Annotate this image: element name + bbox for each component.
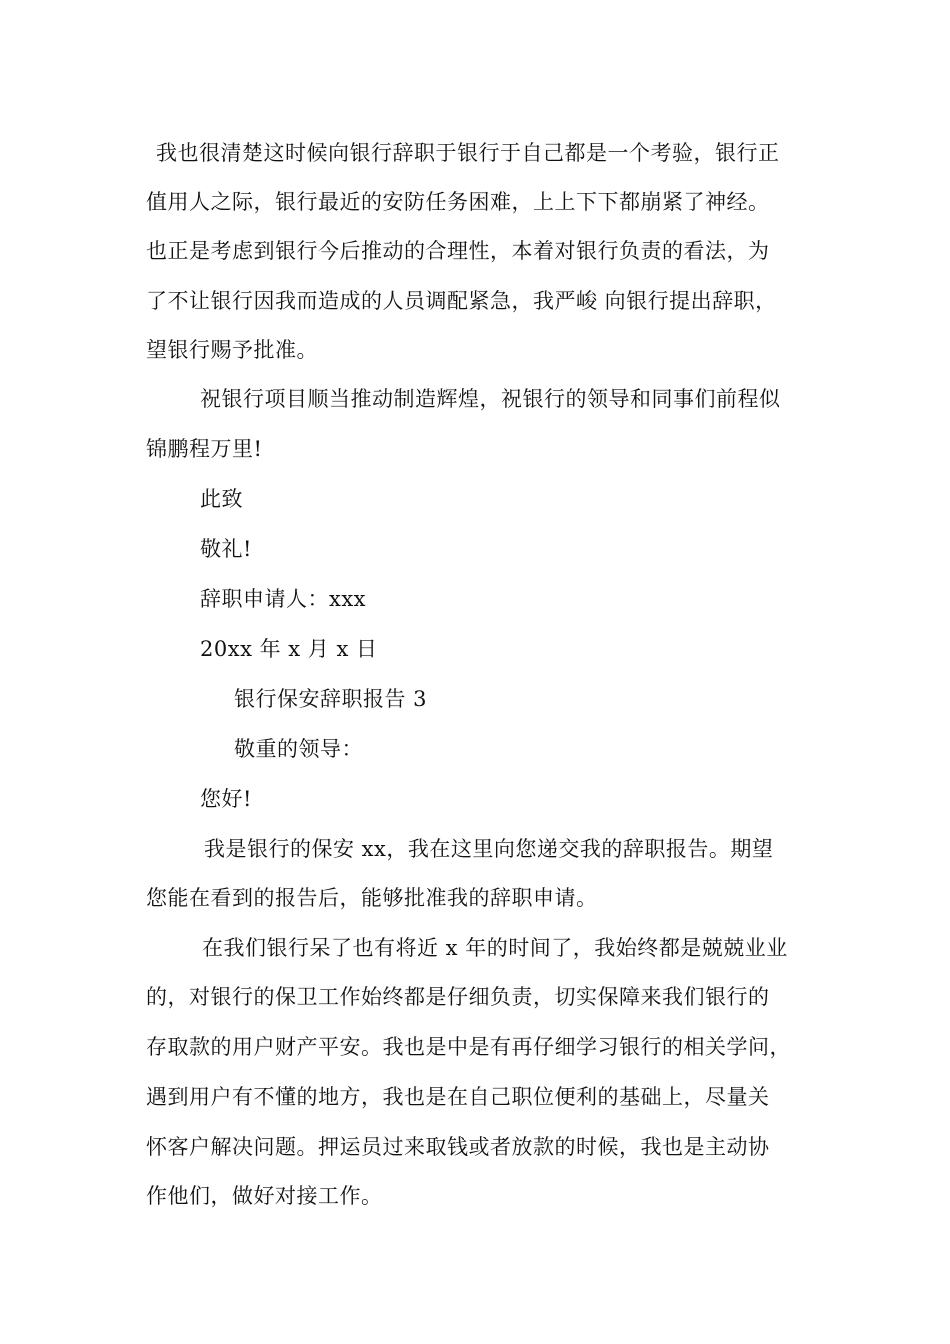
closing-regards: 敬礼! (200, 537, 252, 561)
section-title: 银行保安辞职报告 3 (234, 687, 428, 711)
closing-applicant: 辞职申请人：xxx (200, 587, 367, 611)
paragraph-3-line-2: 您能在看到的报告后，能够批准我的辞职申请。 (146, 886, 598, 910)
paragraph-4-line-1: 在我们银行呆了也有将近 x 年的时间了，我始终都是兢兢业业 (202, 936, 788, 960)
addressee: 敬重的领导： (234, 737, 363, 761)
paragraph-1-line-5: 望银行赐予批准。 (146, 338, 318, 362)
paragraph-1-line-4: 了不让银行因我而造成的人员调配紧急，我严峻 向银行提出辞职， (146, 289, 777, 313)
paragraph-3-line-1: 我是银行的保安 xx，我在这里向您递交我的辞职报告。期望 (204, 837, 774, 861)
paragraph-4-line-5: 怀客户解决问题。押运员过来取钱或者放款的时候，我也是主动协 (146, 1135, 770, 1159)
paragraph-2-line-2: 锦鹏程万里! (146, 437, 263, 461)
paragraph-4-line-4: 遇到用户有不懂的地方，我也是在自己职位便利的基础上，尽量关 (146, 1085, 770, 1109)
paragraph-4-line-2: 的，对银行的保卫工作始终都是仔细负责，切实保障来我们银行的 (146, 985, 770, 1009)
closing-salutation: 此致 (200, 487, 243, 511)
paragraph-4-line-3: 存取款的用户财产平安。我也是中是有再仔细学习银行的相关学问， (146, 1035, 791, 1059)
paragraph-2-line-1: 祝银行项目顺当推动制造辉煌，祝银行的领导和同事们前程似 (200, 387, 781, 411)
paragraph-1-line-1: 我也很清楚这时候向银行辞职于银行于自己都是一个考验，银行正 (156, 141, 780, 165)
paragraph-1-line-3: 也正是考虑到银行今后推动的合理性，本着对银行负责的看法，为 (146, 239, 770, 263)
greeting: 您好! (200, 787, 252, 811)
closing-date: 20xx 年 x 月 x 日 (200, 637, 378, 661)
paragraph-1-line-2: 值用人之际，银行最近的安防任务困难，上上下下都崩紧了神经。 (146, 190, 770, 214)
paragraph-4-line-6: 作他们，做好对接工作。 (146, 1184, 383, 1208)
